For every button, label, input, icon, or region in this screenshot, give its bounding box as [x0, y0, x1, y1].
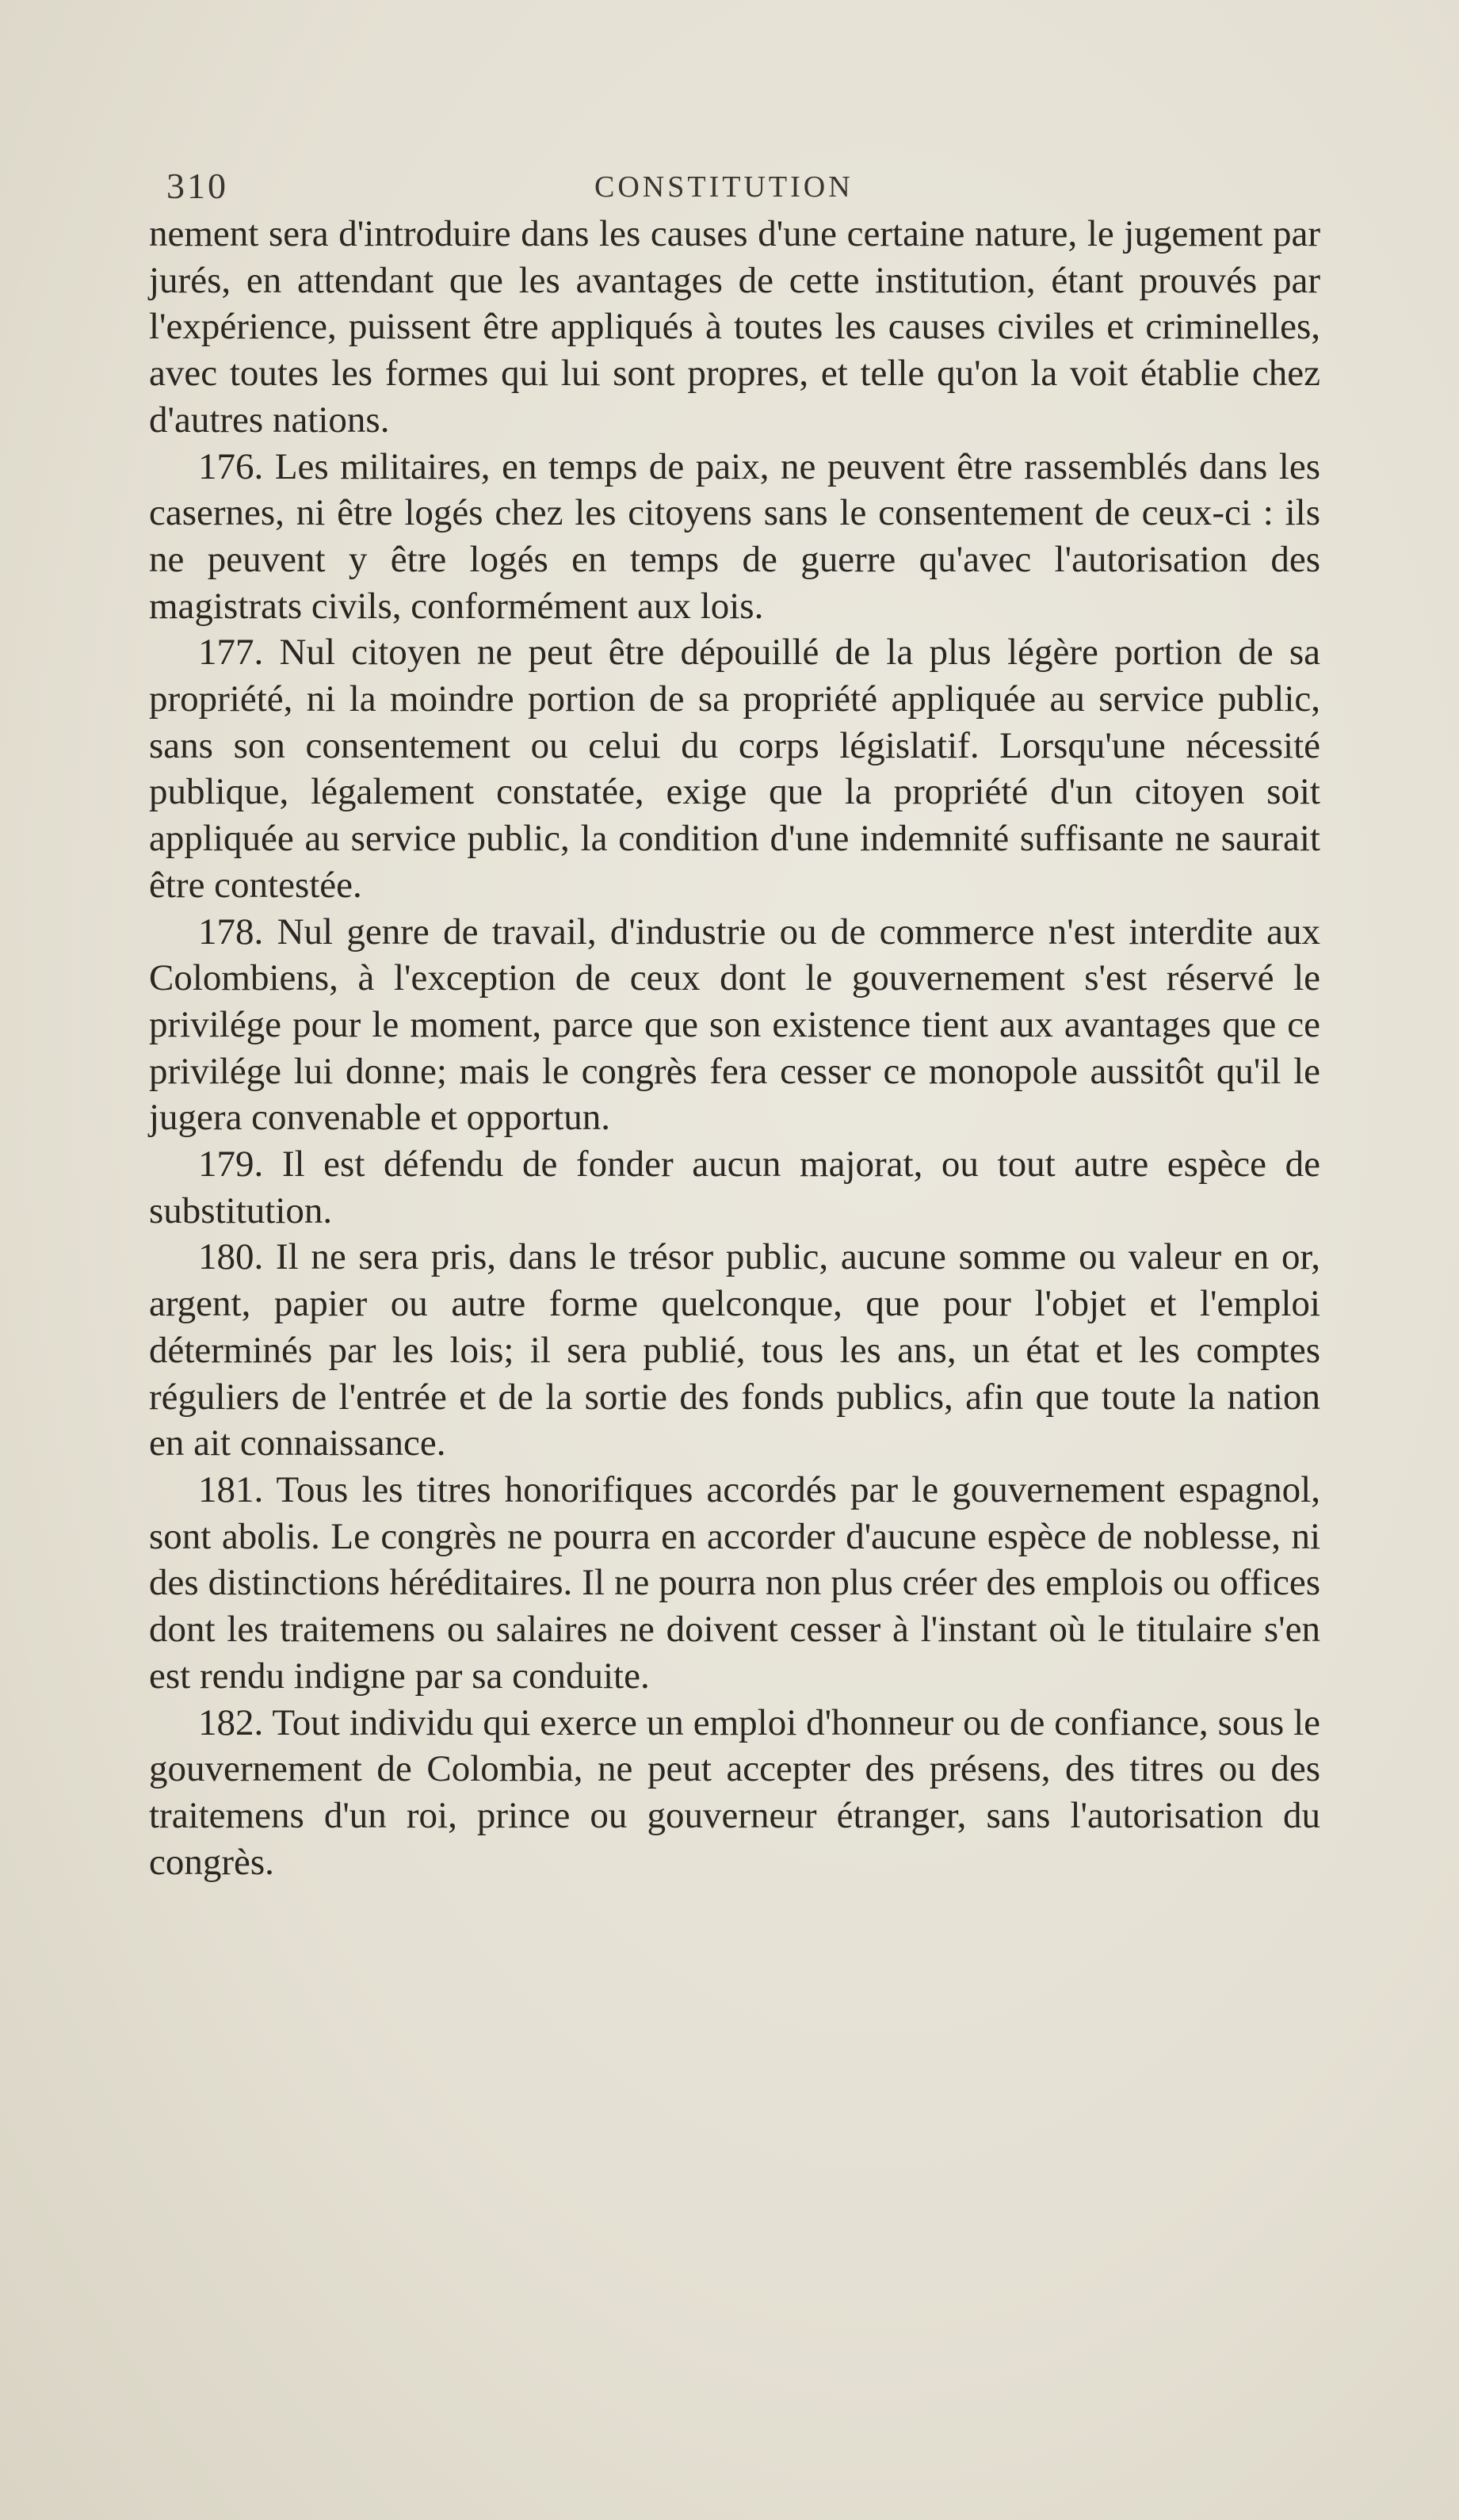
article-number: 182. — [198, 1701, 264, 1743]
article-number: 178. — [198, 911, 264, 953]
article-182 — [149, 1700, 1320, 1886]
article-179 — [149, 1141, 1320, 1234]
article-text: Tous les titres honorifiques accordés par le gouvernement espagnol, sont abolis. Le congrès ne pourra en accorder d'aucune espèce de noblesse, ni des distinctions héréditaires. Il ne pourra non plus créer des emplois ou offices dont les traitemens ou salaires ne doivent cesser à l'instant où le titulaire s'en est rendu indigne par sa conduite. — [149, 1468, 1320, 1697]
article-number: 177. — [198, 632, 264, 674]
article-177 — [149, 629, 1320, 908]
article-text: Nul genre de travail, d'industrie ou de commerce n'est interdite aux Colombiens, à l'exception de ceux dont le gouvernement s'est réservé le privilége pour le moment, parce que son existence tient aux avantages que ce privilége lui donne; mais le congrès fera cesser ce monopole aussitôt qu'il le jugera convenable et opportun. — [149, 911, 1320, 1139]
article-180 — [149, 1234, 1320, 1467]
article-178 — [149, 909, 1320, 1142]
article-text: Tout individu qui exerce un emploi d'honneur ou de confiance, sous le gouvernement de Colombia, ne peut accepter des présens, des titres ou des traitemens d'un roi, prince ou gouverneur étranger, sans l'autorisation du congrès. — [149, 1701, 1321, 1883]
article-text: Nul citoyen ne peut être dépouillé de la plus légère portion de sa propriété, ni la moindre portion de sa propriété appliquée au service public, sans son consentement ou celui du corps législatif. Lorsqu'une nécessité publique, légalement constatée, exige que la propriété d'un citoyen soit appliquée au service public, la condition d'une indemnité suffisante ne saurait être contestée. — [149, 632, 1320, 906]
article-number: 179. — [198, 1144, 264, 1186]
page-header — [166, 165, 1323, 212]
article-181 — [149, 1467, 1320, 1700]
page-text — [149, 211, 1320, 1885]
continuation-paragraph: nement sera d'introduire dans les causes d'une certaine nature, le jugement par jurés, en attendant que les avantages de cette institution, étant prouvés par l'expérience, puissent être appliqués à toutes les causes civiles et criminelles, avec toutes les formes qui lui sont propres, et telle qu'on la voit établie chez d'autres nations. — [149, 213, 1320, 441]
article-number: 176. — [198, 445, 264, 487]
article-176 — [149, 444, 1320, 630]
page-number: 310 — [166, 166, 228, 206]
article-text: Les militaires, en temps de paix, ne peuvent être rassemblés dans les casernes, ni être logés chez les citoyens sans le consentement de ceux-ci : ils ne peuvent y être logés en temps de guerre qu'avec l'autorisation des magistrats civils, conformément aux lois. — [149, 445, 1321, 627]
article-number: 180. — [198, 1236, 264, 1278]
article-text: Il est défendu de fonder aucun majorat, ou tout autre espèce de substitution. — [149, 1144, 1320, 1231]
article-number: 181. — [198, 1468, 264, 1510]
article-text: Il ne sera pris, dans le trésor public, aucune somme ou valeur en or, argent, papier ou autre forme quelconque, que pour l'objet et l'emploi déterminés par les lois; il sera publié, tous les ans, un état et les comptes réguliers de l'entrée et de la sortie des fonds publics, afin que toute la nation en ait connaissance. — [149, 1236, 1320, 1464]
running-head: CONSTITUTION — [594, 170, 854, 204]
